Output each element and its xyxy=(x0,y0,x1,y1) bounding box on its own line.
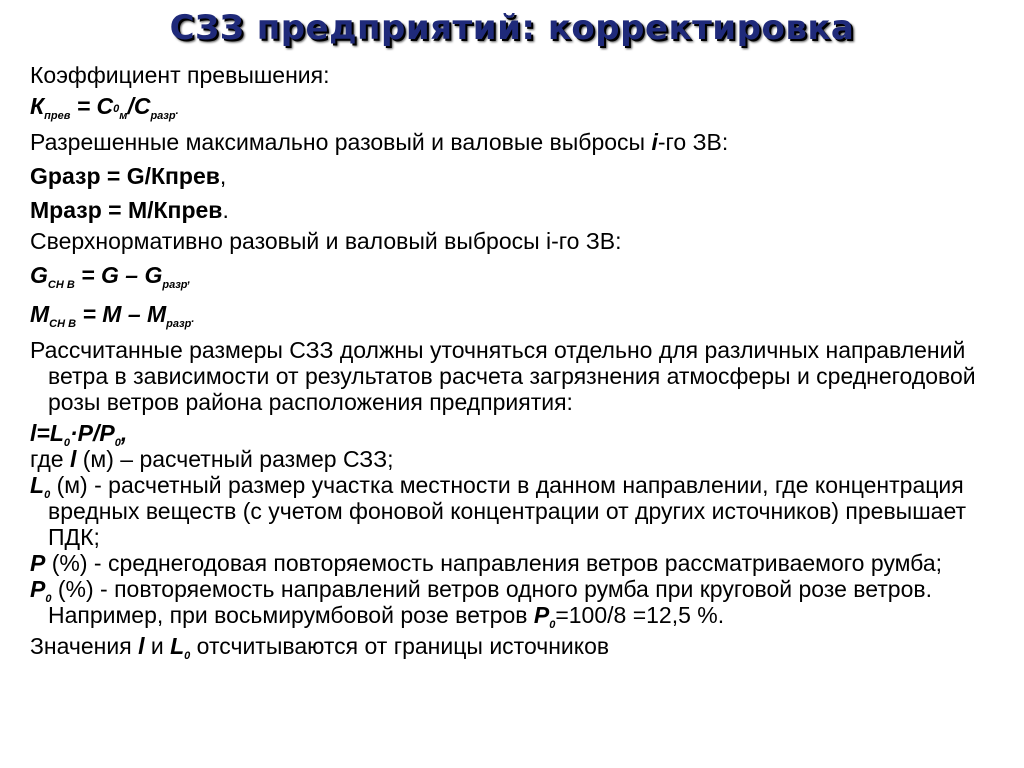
def-P: P (%) - среднегодовая повторяемость направления ветров рассматриваемого румба; xyxy=(30,550,942,576)
def-P0: $P_0$ (%) - повторяемость направлений ветров одного румба при круговой розе ветров. Например, при восьмирумбовой розе ветров $P_0=100/8 =12,5$ %. xyxy=(30,576,932,631)
slide-body xyxy=(0,62,1010,662)
allowed-label: Разрешенные максимально разовый и валовые выбросы i-го ЗВ: xyxy=(30,129,729,155)
final-note: Значения l и $L_0$ отсчитываются от границы источников xyxy=(30,633,610,662)
formula-gover: $G_{СН В} = G - G_{разр}$, xyxy=(30,262,191,291)
coef-label: Коэффициент превышения: xyxy=(30,62,330,88)
title-part1: СЗЗ предприятий xyxy=(169,8,522,48)
where-l: где l (м) – расчетный размер СЗЗ; xyxy=(30,446,394,472)
formula-mallowed: Mразр = M/Кпрев. xyxy=(30,197,229,223)
formula-gallowed: Gразр = G/Кпрев, xyxy=(30,163,227,189)
title-colon: : xyxy=(521,8,536,48)
title-part2: корректировка xyxy=(547,8,855,48)
formula-kprev: $К_{прев} = C^0_м/C_{разр}$. xyxy=(30,93,179,122)
slide-title xyxy=(0,8,1024,48)
formula-mover: $M_{СН В} = M - M_{разр}$. xyxy=(30,301,195,330)
szz-paragraph: Рассчитанные размеры СЗЗ должны уточняться отдельно для различных направлений ветра в зависимости от результатов расчета загрязнения атмосферы и среднегодовой розы ветров района расположения предприятия: xyxy=(30,337,976,415)
over-label: Сверхнормативно разовый и валовый выбросы i-го ЗВ: xyxy=(30,228,622,254)
formula-l: $l=L_0\cdot P/P_0$, xyxy=(30,420,128,449)
def-L0: $L_0$ (м) - расчетный размер участка местности в данном направлении, где концентрация вредных веществ (с учетом фоновой концентрации от других источников) превышает ПДК; xyxy=(30,472,967,550)
